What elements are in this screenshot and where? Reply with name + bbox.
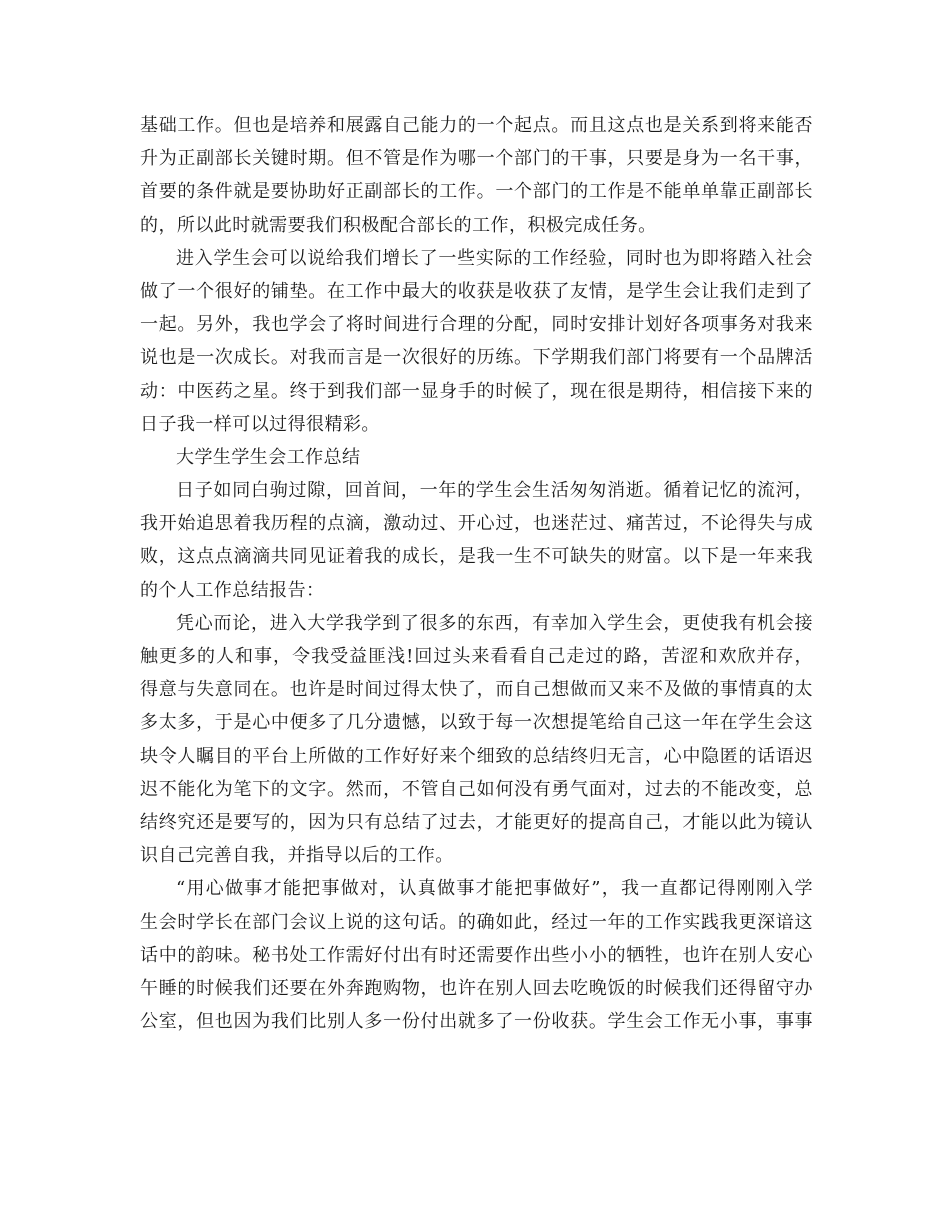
text-line: 首要的条件就是要协助好正副部长的工作。一个部门的工作是不能单单靠正副部长 <box>140 181 813 203</box>
text-line: 识自己完善自我，并指导以后的工作。 <box>140 845 454 867</box>
text-line: 做了一个很好的铺垫。在工作中最大的收获是收获了友情，是学生会让我们走到了 <box>140 280 813 302</box>
text-line: 大学生学生会工作总结 <box>176 446 361 468</box>
text-line: 公室，但也因为我们比别人多一份付出就多了一份收获。学生会工作无小事，事事 <box>140 1011 813 1033</box>
text-line: 我开始追思着我历程的点滴，激动过、开心过，也迷茫过、痛苦过，不论得失与成 <box>140 513 813 535</box>
text-line: 日子我一样可以过得很精彩。 <box>140 413 380 435</box>
paragraph <box>140 872 813 1038</box>
text-line: 基础工作。但也是培养和展露自己能力的一个起点。而且这点也是关系到将来能否 <box>140 115 813 136</box>
text-line: 动：中医药之星。终于到我们部一显身手的时候了，现在很是期待，相信接下来的 <box>140 380 813 402</box>
paragraph <box>140 242 813 441</box>
text-line: 日子如同白驹过隙，回首间，一年的学生会生活匆匆消逝。循着记忆的流河， <box>176 480 813 502</box>
text-line: 升为正副部长关键时期。但不管是作为哪一个部门的干事，只要是身为一名干事， <box>140 148 813 170</box>
text-line: 触更多的人和事，令我受益匪浅!回过头来看看自己走过的路，苦涩和欢欣并存， <box>140 646 813 667</box>
text-line: 凭心而论，进入大学我学到了很多的东西，有幸加入学生会，更使我有机会接 <box>176 612 813 634</box>
text-line: 话中的韵味。秘书处工作需好付出有时还需要作出些小小的牺牲，也许在别人安心 <box>140 944 813 966</box>
text-line: 进入学生会可以说给我们增长了一些实际的工作经验，同时也为即将踏入社会 <box>176 247 813 269</box>
text-line: 的，所以此时就需要我们积极配合部长的工作，积极完成任务。 <box>140 214 657 236</box>
text-line: 的个人工作总结报告： <box>140 579 325 601</box>
text-line: “用心做事才能把事做对，认真做事才能把事做好”，我一直都记得刚刚入学 <box>176 878 813 900</box>
text-line: 块令人瞩目的平台上所做的工作好好来个细致的总结终归无言，心中隐匿的话语迟 <box>140 745 813 767</box>
paragraph <box>140 607 813 873</box>
text-line: 迟不能化为笔下的文字。然而，不管自己如何没有勇气面对，过去的不能改变，总 <box>140 778 813 800</box>
document-body <box>140 109 813 1038</box>
text-line: 午睡的时候我们还要在外奔跑购物，也许在别人回去吃晚饭的时候我们还得留守办 <box>140 977 813 999</box>
text-line: 多太多，于是心中便多了几分遗憾，以致于每一次想提笔给自己这一年在学生会这 <box>140 712 813 734</box>
text-line: 一起。另外，我也学会了将时间进行合理的分配，同时安排计划好各项事务对我来 <box>140 314 813 336</box>
text-line: 结终究还是要写的，因为只有总结了过去，才能更好的提高自己，才能以此为镜认 <box>140 811 813 833</box>
text-line: 败，这点点滴滴共同见证着我的成长，是我一生不可缺失的财富。以下是一年来我 <box>140 546 813 568</box>
paragraph <box>140 474 813 607</box>
paragraph <box>140 109 813 242</box>
text-line: 生会时学长在部门会议上说的这句话。的确如此，经过一年的工作实践我更深谙这 <box>140 911 813 933</box>
text-line: 得意与失意同在。也许是时间过得太快了，而自己想做而又来不及做的事情真的太 <box>140 679 813 701</box>
text-line: 说也是一次成长。对我而言是一次很好的历练。下学期我们部门将要有一个品牌活 <box>140 347 813 369</box>
paragraph <box>140 441 813 474</box>
